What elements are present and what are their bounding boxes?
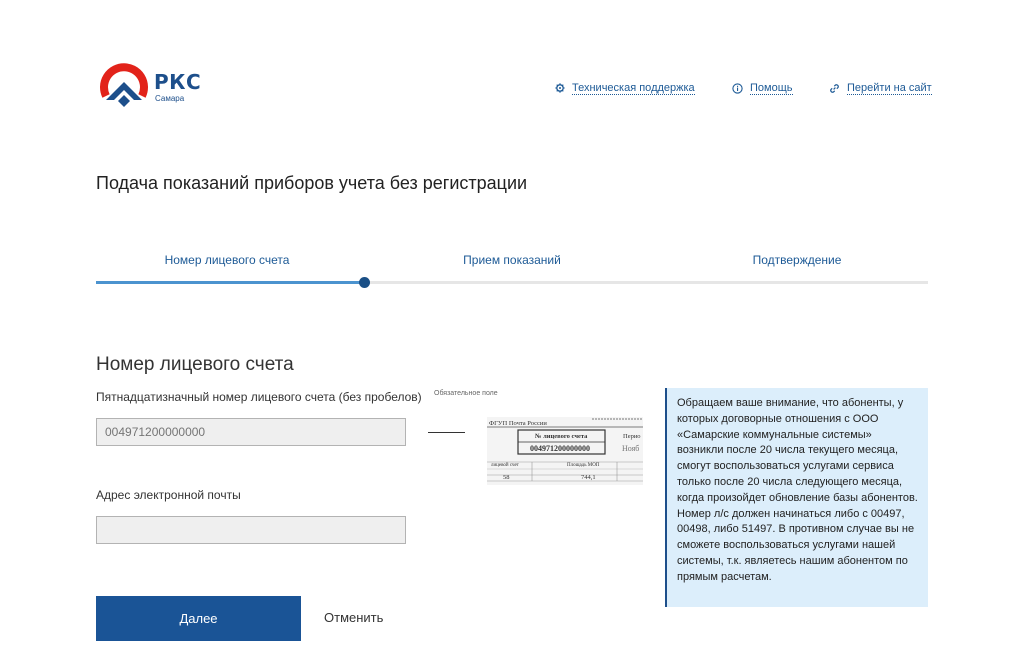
receipt-account-number: 004971200000000	[530, 444, 590, 453]
notice-paragraph-1: Обращаем ваше внимание, что абоненты, у которых договорные отношения с ООО «Самарские коммунальные системы» возникли после 20 числа текущего месяца, смогут воспользоваться услугами сервиса только после 20 числа следующего месяца, когда произойдет обновление базы абонентов.	[677, 397, 918, 504]
help-link[interactable]	[732, 81, 793, 95]
info-circle-icon	[732, 83, 743, 94]
example-connector-line	[428, 432, 465, 433]
receipt-sub-col-1: лицевой счет	[491, 463, 519, 468]
logo-mark-icon	[98, 62, 150, 112]
required-field-note: Обязательное поле	[434, 390, 498, 397]
receipt-period-value: Нояб	[622, 444, 640, 453]
tech-support-link[interactable]	[555, 81, 695, 95]
cancel-button[interactable]: Отменить	[324, 610, 384, 625]
receipt-val-1: 58	[503, 474, 510, 481]
brand-logo[interactable]	[98, 62, 208, 112]
account-number-input[interactable]	[96, 418, 406, 446]
account-number-label: Пятнадцатизначный номер лицевого счета (без пробелов)	[96, 390, 422, 404]
notice-paragraph-2: Номер л/с должен начинаться либо с 00497, 00498, либо 51497. В противном случае вы не сможете воспользоваться услугами нашей системы, т.к. являетесь нашим абонентом по прямым расчетам.	[677, 507, 915, 583]
go-to-site-link[interactable]	[829, 81, 932, 95]
tech-support-label: Техническая поддержка	[572, 81, 695, 94]
step-account-number: Номер лицевого счета	[164, 253, 290, 267]
link-icon	[829, 83, 840, 94]
receipt-col-account: № лицевого счета	[535, 433, 588, 440]
go-to-site-label: Перейти на сайт	[847, 81, 932, 94]
email-input[interactable]	[96, 516, 406, 544]
brand-name: РКС	[154, 70, 202, 94]
help-label: Помощь	[750, 81, 793, 94]
section-title: Номер лицевого счета	[96, 354, 294, 375]
sample-receipt-image	[487, 417, 643, 485]
progress-fill	[96, 281, 364, 284]
receipt-col-period: Перио	[623, 433, 641, 440]
notice-box	[665, 388, 928, 607]
step-meter-readings: Прием показаний	[463, 253, 561, 267]
page-title: Подача показаний приборов учета без регистрации	[96, 173, 528, 193]
gear-icon	[555, 83, 565, 93]
next-button[interactable]: Далее	[96, 596, 301, 641]
receipt-header: ФГУП Почта России	[489, 420, 547, 427]
receipt-sub-col-2: Площадь МОП	[567, 463, 600, 468]
progress-marker	[359, 277, 370, 288]
brand-subtitle: Самара	[155, 94, 185, 103]
email-label: Адрес электронной почты	[96, 488, 241, 502]
step-confirmation: Подтверждение	[752, 253, 842, 267]
receipt-val-2: 744,1	[581, 474, 596, 481]
